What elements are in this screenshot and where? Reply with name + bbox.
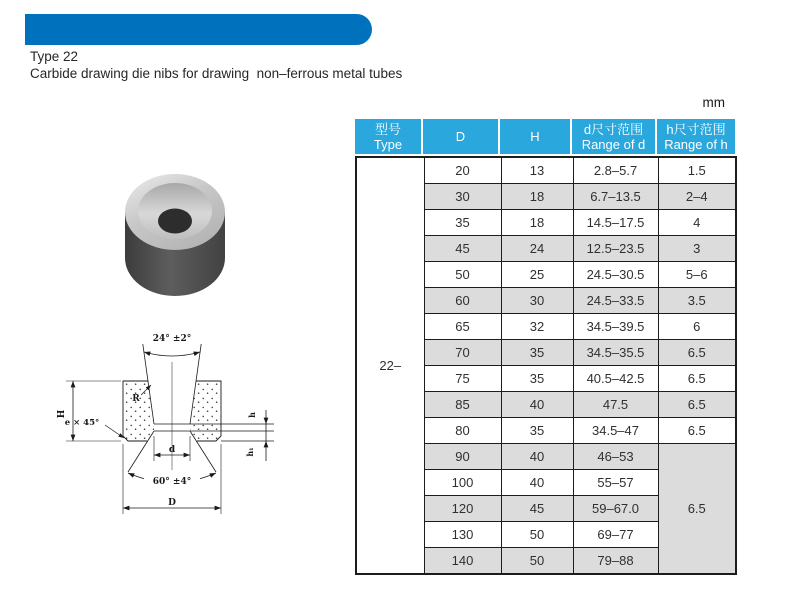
cell-h-range: 6.5 — [658, 340, 736, 366]
cell-D: 75 — [424, 366, 501, 392]
cell-d-range: 34.5–35.5 — [573, 340, 658, 366]
cell-d-range: 47.5 — [573, 392, 658, 418]
dim-label-outer-diameter: D — [168, 498, 176, 508]
cell-d-range: 6.7–13.5 — [573, 184, 658, 210]
cell-D: 65 — [424, 314, 501, 340]
cell-h-range: 2–4 — [658, 184, 736, 210]
column-header-H: H — [500, 119, 572, 154]
cell-d-range: 14.5–17.5 — [573, 210, 658, 236]
table-row — [356, 157, 736, 184]
cell-D: 85 — [424, 392, 501, 418]
die-bore-hole — [158, 209, 192, 234]
cell-h-range: 6.5 — [658, 392, 736, 418]
dim-label-height: H — [57, 409, 67, 419]
cell-h-range: 4 — [658, 210, 736, 236]
column-header-d-range: d尺寸范围 Range of d — [572, 119, 657, 154]
cell-H: 32 — [501, 314, 573, 340]
cell-D: 20 — [424, 157, 501, 184]
cell-d-range: 46–53 — [573, 444, 658, 470]
column-header-type: 型号 Type — [355, 119, 423, 154]
cell-h-range: 6.5 — [658, 418, 736, 444]
cell-D: 50 — [424, 262, 501, 288]
cell-H: 18 — [501, 210, 573, 236]
subtitle-block — [30, 48, 402, 82]
dim-label-chamfer: e × 45° — [64, 418, 100, 428]
subtitle-description: Carbide drawing die nibs for drawing non–ferrous metal tubes — [30, 66, 403, 81]
unit-label: mm — [702, 95, 725, 110]
dim-label-bottom-angle: 60° ±4° — [152, 477, 192, 487]
cell-d-range: 55–57 — [573, 470, 658, 496]
cell-D: 90 — [424, 444, 501, 470]
cell-D: 45 — [424, 236, 501, 262]
cell-H: 35 — [501, 366, 573, 392]
die-cross-section-drawing — [48, 324, 288, 524]
cell-H: 40 — [501, 444, 573, 470]
cell-H: 30 — [501, 288, 573, 314]
cell-h-range: 3 — [658, 236, 736, 262]
cell-H: 13 — [501, 157, 573, 184]
dim-label-top-angle: 24° ±2° — [152, 334, 192, 344]
cell-d-range: 59–67.0 — [573, 496, 658, 522]
column-header-h-range: h尺寸范围 Range of h — [657, 119, 735, 154]
cell-h-range: 6 — [658, 314, 736, 340]
page-title: 22型 拉制有色金属管材模坯 — [61, 51, 293, 70]
cell-D: 100 — [424, 470, 501, 496]
cell-D: 80 — [424, 418, 501, 444]
spec-table-body — [355, 156, 737, 575]
cell-d-range: 24.5–33.5 — [573, 288, 658, 314]
cell-H: 50 — [501, 548, 573, 575]
cell-d-range: 69–77 — [573, 522, 658, 548]
cell-H: 45 — [501, 496, 573, 522]
cell-H: 24 — [501, 236, 573, 262]
cell-D: 130 — [424, 522, 501, 548]
cell-d-range: 12.5–23.5 — [573, 236, 658, 262]
cell-h-range: 3.5 — [658, 288, 736, 314]
cell-d-range: 40.5–42.5 — [573, 366, 658, 392]
cell-H: 18 — [501, 184, 573, 210]
cell-D: 30 — [424, 184, 501, 210]
cell-D: 140 — [424, 548, 501, 575]
cell-h-range: 1.5 — [658, 157, 736, 184]
subtitle-type: Type 22 — [30, 49, 79, 64]
cell-D: 120 — [424, 496, 501, 522]
cell-d-range: 79–88 — [573, 548, 658, 575]
cell-H: 40 — [501, 392, 573, 418]
spec-table — [355, 119, 735, 575]
cell-H: 35 — [501, 340, 573, 366]
type-cell: 22– — [356, 157, 424, 574]
cell-D: 35 — [424, 210, 501, 236]
dim-label-h: h — [247, 412, 257, 418]
cell-d-range: 34.5–39.5 — [573, 314, 658, 340]
cell-h-range: 5–6 — [658, 262, 736, 288]
spec-table-header — [355, 119, 735, 154]
dim-label-bore: d — [168, 445, 176, 455]
dim-label-h1: h₁ — [245, 447, 255, 457]
merged-h-cell: 6.5 — [658, 444, 736, 575]
column-header-D: D — [423, 119, 500, 154]
cell-d-range: 34.5–47 — [573, 418, 658, 444]
cell-H: 25 — [501, 262, 573, 288]
dim-label-radius: R — [132, 394, 140, 404]
cell-H: 50 — [501, 522, 573, 548]
cell-H: 40 — [501, 470, 573, 496]
cell-D: 70 — [424, 340, 501, 366]
cell-H: 35 — [501, 418, 573, 444]
cell-d-range: 2.8–5.7 — [573, 157, 658, 184]
cell-D: 60 — [424, 288, 501, 314]
die-nib-photo — [123, 171, 227, 297]
cell-h-range: 6.5 — [658, 366, 736, 392]
cell-d-range: 24.5–30.5 — [573, 262, 658, 288]
